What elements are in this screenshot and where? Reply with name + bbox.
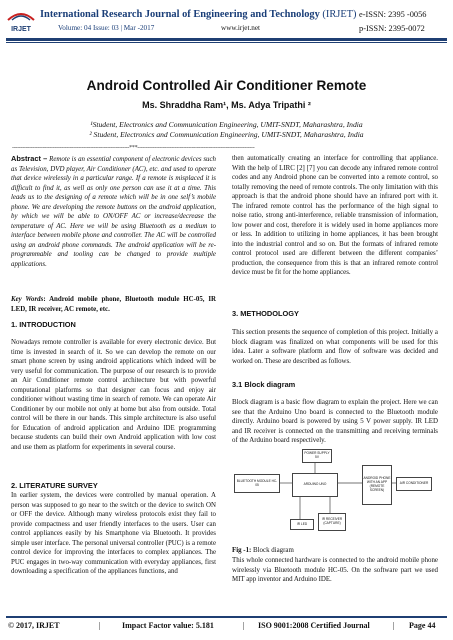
ir-led-block: IR LED bbox=[290, 519, 314, 530]
keywords bbox=[11, 295, 216, 314]
journal-website[interactable]: www.irjet.net bbox=[221, 24, 261, 32]
header-rule-thin bbox=[6, 42, 447, 43]
lit-text: In earlier system, the devices were controlled by manual operation. A person was supposed to go near to the switch or the device to switch ON or OFF the device. Although many wireless protocols exist they fail to provide compactness and user friendly interfaces to the users. User can control appliances easily by his Smartphone via Bluetooth. It provides simple user interface. The personal universal controller (PUC) is a remote control device for improving the interfaces to complex appliances. The PUC engages in two-way communication with everyday appliances, first downloading a specification of the appliances functions, and bbox=[11, 492, 216, 575]
footer-separator-3: | bbox=[393, 621, 395, 630]
figure-caption-text: Block diagram bbox=[251, 547, 294, 554]
paper-authors: Ms. Shraddha Ram¹, Ms. Adya Tripathi ² bbox=[142, 100, 311, 110]
paper-title: Android Controlled Air Conditioner Remote bbox=[86, 78, 367, 93]
footer-separator-1: | bbox=[99, 621, 101, 630]
intro-text: Nowadays remote controller is available for every electronic device. But time is invested in search of it. So we can develop the remote on our smart phone screen by using android applications which indeed will be very useful for communication. The purpose of our research is to provide an Air Conditioner remote control architecture but with powerful computational platforms so that designer can focus and enjoy air conditioner without wasting time in search of remote. We can operate Air Conditioner by our mobile not only at home but also from outside. Total control will be there in our hands. This simple architecture is also useful for Education of android application and Arduino IDE programming because students can build their own Android application with low cost and use them as platform for experiments in several course. bbox=[11, 339, 216, 451]
eissn: e-ISSN: 2395 -0056 bbox=[359, 10, 427, 19]
keywords-text: : Android mobile phone, Bluetooth module HC-05, IR LED, IR receiver, AC remote, etc. bbox=[11, 296, 216, 313]
method-text: This section presents the sequence of completion of this project. Initially a block diagram was finalized on what components will be used for this idea. Later a software platform and flow of software was decided and worked on. These are described as follows. bbox=[232, 329, 438, 365]
block-diagram-text: Block diagram is a basic flow diagram to explain the project. Here we can see that the Arduino Uno board is connected to the Bluetooth module directly. Arduino board is powered by using 5 V power supply. IR LED and IR receiver is connected on the transmitting and receiving terminals of the Arduino board respectively. bbox=[232, 399, 438, 444]
pissn: p-ISSN: 2395-0072 bbox=[359, 24, 425, 33]
figure-label: Fig -1: bbox=[232, 547, 252, 554]
air-conditioner-block: AIR CONDITIONER bbox=[396, 477, 432, 491]
irjet-logo bbox=[6, 8, 36, 34]
block-diagram-heading: 3.1 Block diagram bbox=[232, 380, 296, 389]
power-supply-block: POWER SUPPLY 5V bbox=[302, 449, 332, 463]
figure-caption bbox=[232, 546, 438, 556]
keywords-label: Key Words bbox=[11, 296, 44, 303]
abstract bbox=[11, 154, 216, 269]
volume-info: Volume: 04 Issue: 03 | Mar -2017 bbox=[58, 24, 155, 32]
footer-impact: Impact Factor value: 5.181 bbox=[122, 621, 214, 630]
section-divider: ---------------------------------------------------------------------***--------------------------------------------------------------------- bbox=[12, 145, 255, 151]
affiliation-1: ¹Student, Electronics and Communication Engineering, UMIT-SNDT, Maharashtra, India bbox=[90, 120, 363, 129]
android-phone-block: ANDROID PHONE WITH AN APP (REMOTE SCREEN) bbox=[362, 465, 392, 505]
journal-abbr: (IRJET) bbox=[322, 9, 357, 20]
footer-page: Page 44 bbox=[409, 621, 436, 630]
method-heading: 3. METHODOLOGY bbox=[232, 309, 299, 318]
affiliation-2: ² Student, Electronics and Communication Engineering, UMIT-SNDT, Maharashtra, India bbox=[89, 130, 364, 139]
journal-title bbox=[40, 9, 356, 20]
footer-separator-2: | bbox=[243, 621, 245, 630]
lit-continued: then automatically creating an interface for controlling that appliance. With the help of LIRC [2] [7] you can decode any infrared remote control codes and any Android phone can be converted into a remote control, so totally removing the need of remote controls. The only limitation with this approach is that the android phone should have an infrared port with it. The infrared remote control has the performance of the high signal to noise ratio, strong anti-interference, reliable transmission of information, low power and cost, therefore it is widely used in home appliances more or less. In addition to utilizing in home appliances, it has been brought into the industrial control and so on. But the formats of infrared remote control protocol used are different between the different companies’ production, the consequence from this is that an infrared remote control device must be fit for the home appliances. bbox=[232, 155, 438, 276]
footer-iso: ISO 9001:2008 Certified Journal bbox=[258, 621, 370, 630]
block-diagram bbox=[232, 451, 442, 539]
journal-name: International Research Journal of Engineering and Technology bbox=[40, 9, 320, 20]
bluetooth-block: BLUETOOTH MODULE HC-05 bbox=[234, 474, 280, 493]
header-rule bbox=[6, 38, 447, 41]
footer-rule bbox=[6, 616, 447, 618]
footer-copyright: © 2017, IRJET bbox=[8, 621, 60, 630]
arduino-block: ARDUINO UNO bbox=[292, 473, 338, 497]
abstract-text: Remote is an essential component of electronic devices such as Television, DVD player, Air Conditioner (AC), etc. and used to operate that device wirelessly in a particular range. If a remote is misplaced it is difficult to find it, as well as only one person can use it at a time. This leads us to the designing of a remote which will be in one self’s mobile phone. We are developing the remote buttons on the android application, by which we will be able to ON/OFF AC or increase/decrease the temperature of AC. Here we will be using Bluetooth as a medium to interface between mobile phone and controller. The AC will be controlled using an android phone commands. The android application will be re-programmable and tooling can be changed to provide multiple applications. bbox=[11, 156, 216, 268]
lit-heading: 2. LITERATURE SURVEY bbox=[11, 481, 98, 490]
logo-text: IRJET bbox=[11, 26, 31, 33]
abstract-label: Abstract – bbox=[11, 154, 48, 163]
intro-heading: 1. INTRODUCTION bbox=[11, 320, 76, 329]
after-figure-text: This whole connected hardware is connected to the android mobile phone wirelessly via Bluetooth module HC-05. On the software part we used MIT app inventor and Arduino IDE. bbox=[232, 557, 438, 583]
ir-receiver-block: IR RECEIVER (CAPTURE) bbox=[318, 513, 346, 531]
